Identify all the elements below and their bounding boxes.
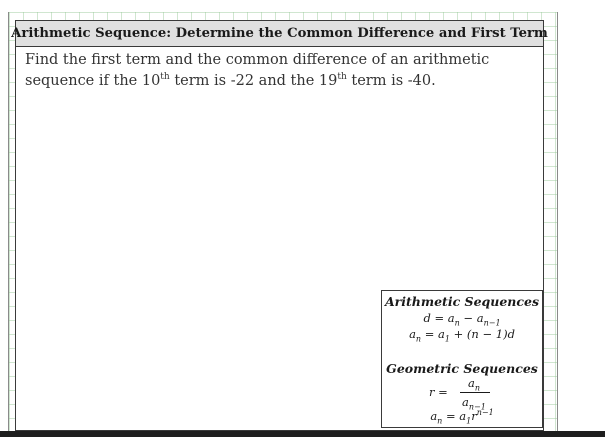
formula-reference-box — [381, 290, 543, 428]
problem-statement — [25, 50, 530, 92]
bottom-frame-bar — [0, 431, 605, 437]
geometric-heading: Geometric Sequences — [386, 361, 538, 376]
arithmetic-nth-term-formula: $a_n = a_1 + (n - 1)d$ — [409, 327, 515, 344]
ratio-numerator: $a_n$ — [468, 376, 481, 393]
title-bar — [11, 20, 548, 47]
arithmetic-heading: Arithmetic Sequences — [384, 294, 539, 309]
ratio-denominator: $a_{n-1}$ — [462, 395, 486, 412]
problem-line-2-part-3: term is -40. — [346, 73, 436, 89]
content-panel — [15, 47, 544, 431]
problem-line-2-part-1: sequence if the 10 — [25, 73, 161, 89]
ordinal-suffix-2: th — [337, 72, 347, 83]
ordinal-suffix-1: th — [160, 72, 170, 83]
problem-line-2-part-2: term is -22 and the 19 — [169, 73, 338, 89]
right-margin — [558, 12, 605, 431]
arithmetic-difference-formula: $d = a_n - a_{n-1}$ — [423, 311, 501, 328]
ratio-fraction-bar — [460, 392, 490, 393]
problem-line-1: Find the first term and the common difference of an arithmetic — [25, 52, 490, 68]
page-title: Arithmetic Sequence: Determine the Common Difference and First Term — [11, 26, 548, 41]
top-frame-strip — [0, 0, 605, 12]
geometric-nth-term-formula: $a_n = a_1r^{n-1}$ — [430, 408, 494, 426]
geometric-ratio-label: r = — [429, 385, 448, 399]
slide-canvas — [8, 12, 558, 431]
